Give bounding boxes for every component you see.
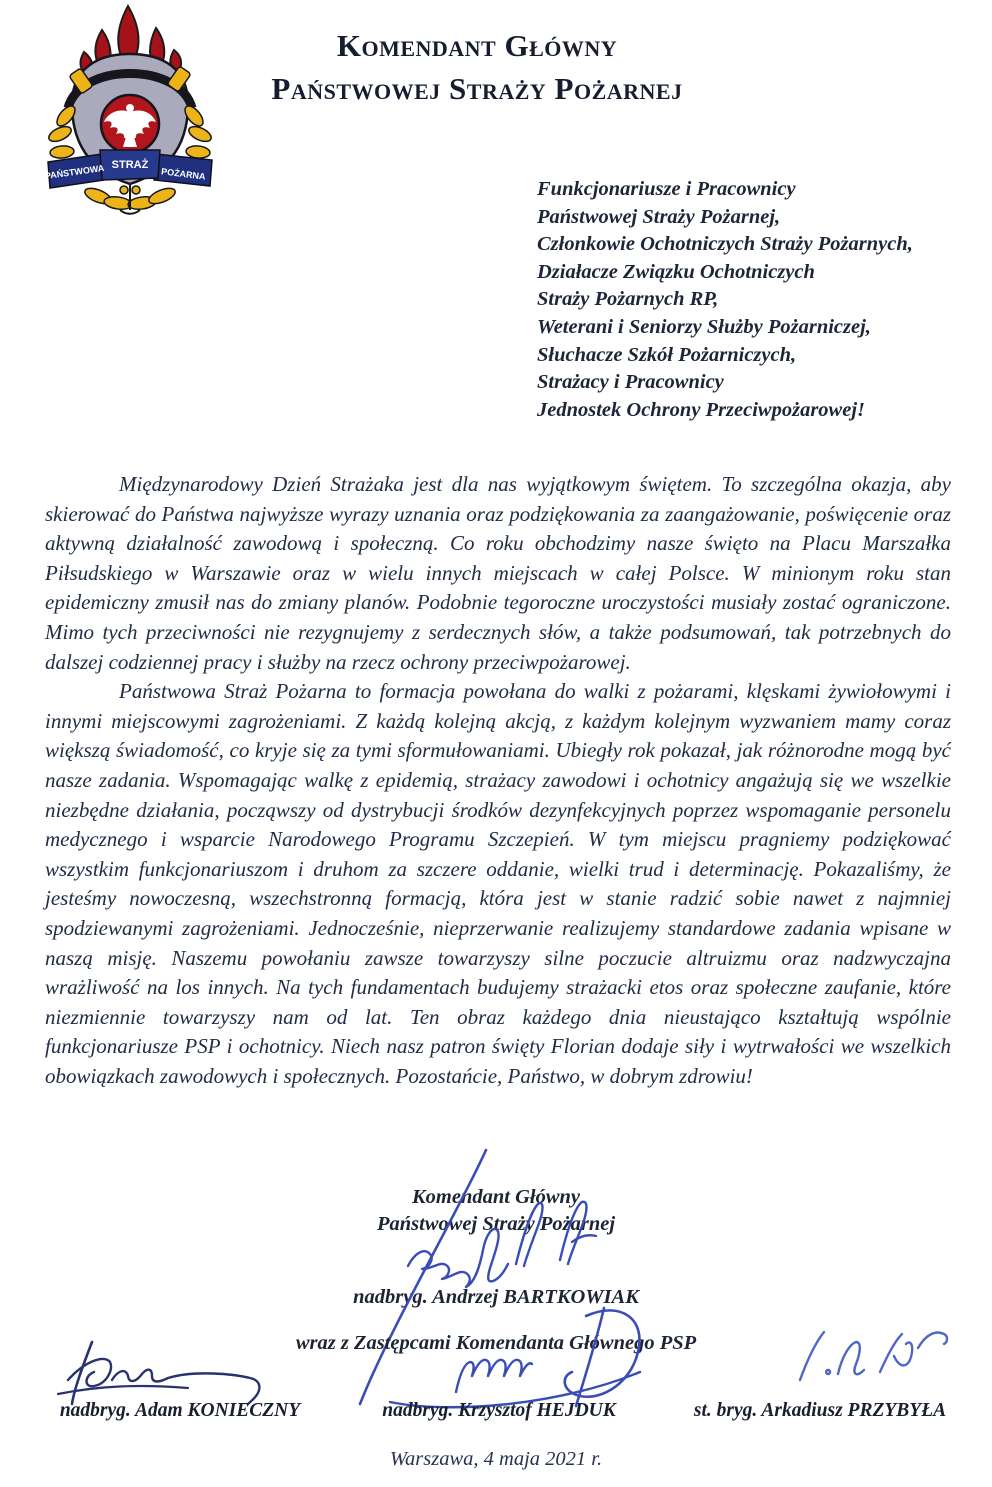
letterhead-title-line2: Państwowej Straży Pożarnej xyxy=(271,71,683,106)
addressee-line: Straży Pożarnych RP, xyxy=(537,288,719,311)
addressee-line: Działacze Związku Ochotniczych xyxy=(537,260,815,283)
closing-title-line2: Państwowej Straży Pożarnej xyxy=(376,1213,616,1235)
ribbon-text-right: POŻARNA xyxy=(160,166,207,182)
deputy-name-przybyla: st. bryg. Arkadiusz PRZYBYŁA xyxy=(693,1400,947,1421)
dateline: Warszawa, 4 maja 2021 r. xyxy=(389,1448,603,1470)
addressee-line: Państwowej Straży Pożarnej, xyxy=(537,205,781,228)
addressee-line: Weterani i Seniorzy Służby Pożarniczej, xyxy=(537,315,871,338)
ribbon-text-left: PAŃSTWOWA xyxy=(44,162,105,182)
letter-body xyxy=(45,470,951,1091)
body-paragraph-1: Międzynarodowy Dzień Strażaka jest dla nas wyjątkowym świętem. To szczególna okazja, aby skierować do Państwa najwyższe wyrazy uznania oraz podziękowania za zaangażowanie, poświęcenie oraz aktywną działalność zawodową i społeczną. Co roku obchodzimy nasze święto na Placu Marszałka Piłsudskiego w Warszawie oraz w wielu innych miejscach w całej Polsce. W minionym roku stan epidemiczny zmusił nas do zmiany planów. Podobnie tegoroczne uroczystości musiały zostać ograniczone. Mimo tych przeciwności nie rezygnujemy z serdecznych słów, a także podsumowań, tak potrzebnych do dalszej codziennej pracy i służby na rzecz ochrony przeciwpożarowej. xyxy=(45,472,951,674)
addressee-line: Jednostek Ochrony Przeciwpożarowej! xyxy=(537,398,865,421)
addressee-line: Członkowie Ochotniczych Straży Pożarnych, xyxy=(537,233,913,256)
addressee-line: Funkcjonariusze i Pracownicy xyxy=(537,178,796,200)
letterhead-title-line1: Komendant Główny xyxy=(336,28,618,63)
closing-block xyxy=(256,1184,736,1311)
closing-title-line1: Komendant Główny xyxy=(411,1186,580,1208)
deputy-name-hejduk: nadbryg. Krzysztof HEJDUK xyxy=(382,1400,616,1421)
signature-hejduk xyxy=(378,1302,678,1414)
addressee-line: Strażacy i Pracownicy xyxy=(537,371,724,394)
psp-emblem-logo xyxy=(44,4,216,216)
body-paragraph-2: Państwowa Straż Pożarna to formacja powołana do walki z pożarami, klęskami żywiołowymi i innymi miejscowymi zagrożeniami. Z każdą kolejną akcją, z każdym kolejnym wyzwaniem mamy coraz większą świadomość, co kryje się za tymi sformułowaniami. Ubiegły rok pokazał, jak różnorodne mogą być nasze zadania. Wspomagając walkę z epidemią, strażacy zawodowi i ochotnicy angażują się we wszelkie niezbędne działania, począwszy od dystrybucji środków dezynfekcyjnych poprzez wspomaganie personelu medycznego i wsparcie Narodowego Programu Szczepień. W tym miejscu pragniemy podziękować wszystkim funkcjonariuszom i druhom za szczere oddanie, wielki trud i determinację. Pokazaliśmy, że jesteśmy nowoczesną, wszechstronną formacją, która jest w stanie radzić sobie nawet z najmniej spodziewanymi zagrożeniami. Jednocześnie, nieprzerwanie realizujemy standardowe zadania wpisane w naszą misję. Naszemu powołaniu zawsze towarzyszy silne poczucie altruizmu oraz nadzwyczajna wrażliwość na los innych. Na tych fundamentach budujemy strażacki etos oraz społeczne zaufanie, które niezmiennie towarzyszy nam od lat. Ten obraz każdego dnia nieustająco kształtują wspólnie funkcjonariusze PSP i ochotnicy. Niech nasz patron święty Florian dodaje siły i wytrwałości we wszelkich obowiązkach zawodowych i społecznych. Pozostańcie, Państwo, w dobrym zdrowiu! xyxy=(45,679,951,1088)
deputies-intro: wraz z Zastępcami Komendanta Głównego PSP xyxy=(295,1332,697,1354)
addressee-block xyxy=(537,176,913,424)
deputy-name-konieczny: nadbryg. Adam KONIECZNY xyxy=(59,1400,301,1421)
addressee-line: Słuchacze Szkół Pożarniczych, xyxy=(537,343,797,366)
signer-name: nadbryg. Andrzej BARTKOWIAK xyxy=(353,1286,639,1308)
letterhead-title xyxy=(212,24,742,110)
ribbon-text-center: STRAŻ xyxy=(111,159,149,171)
